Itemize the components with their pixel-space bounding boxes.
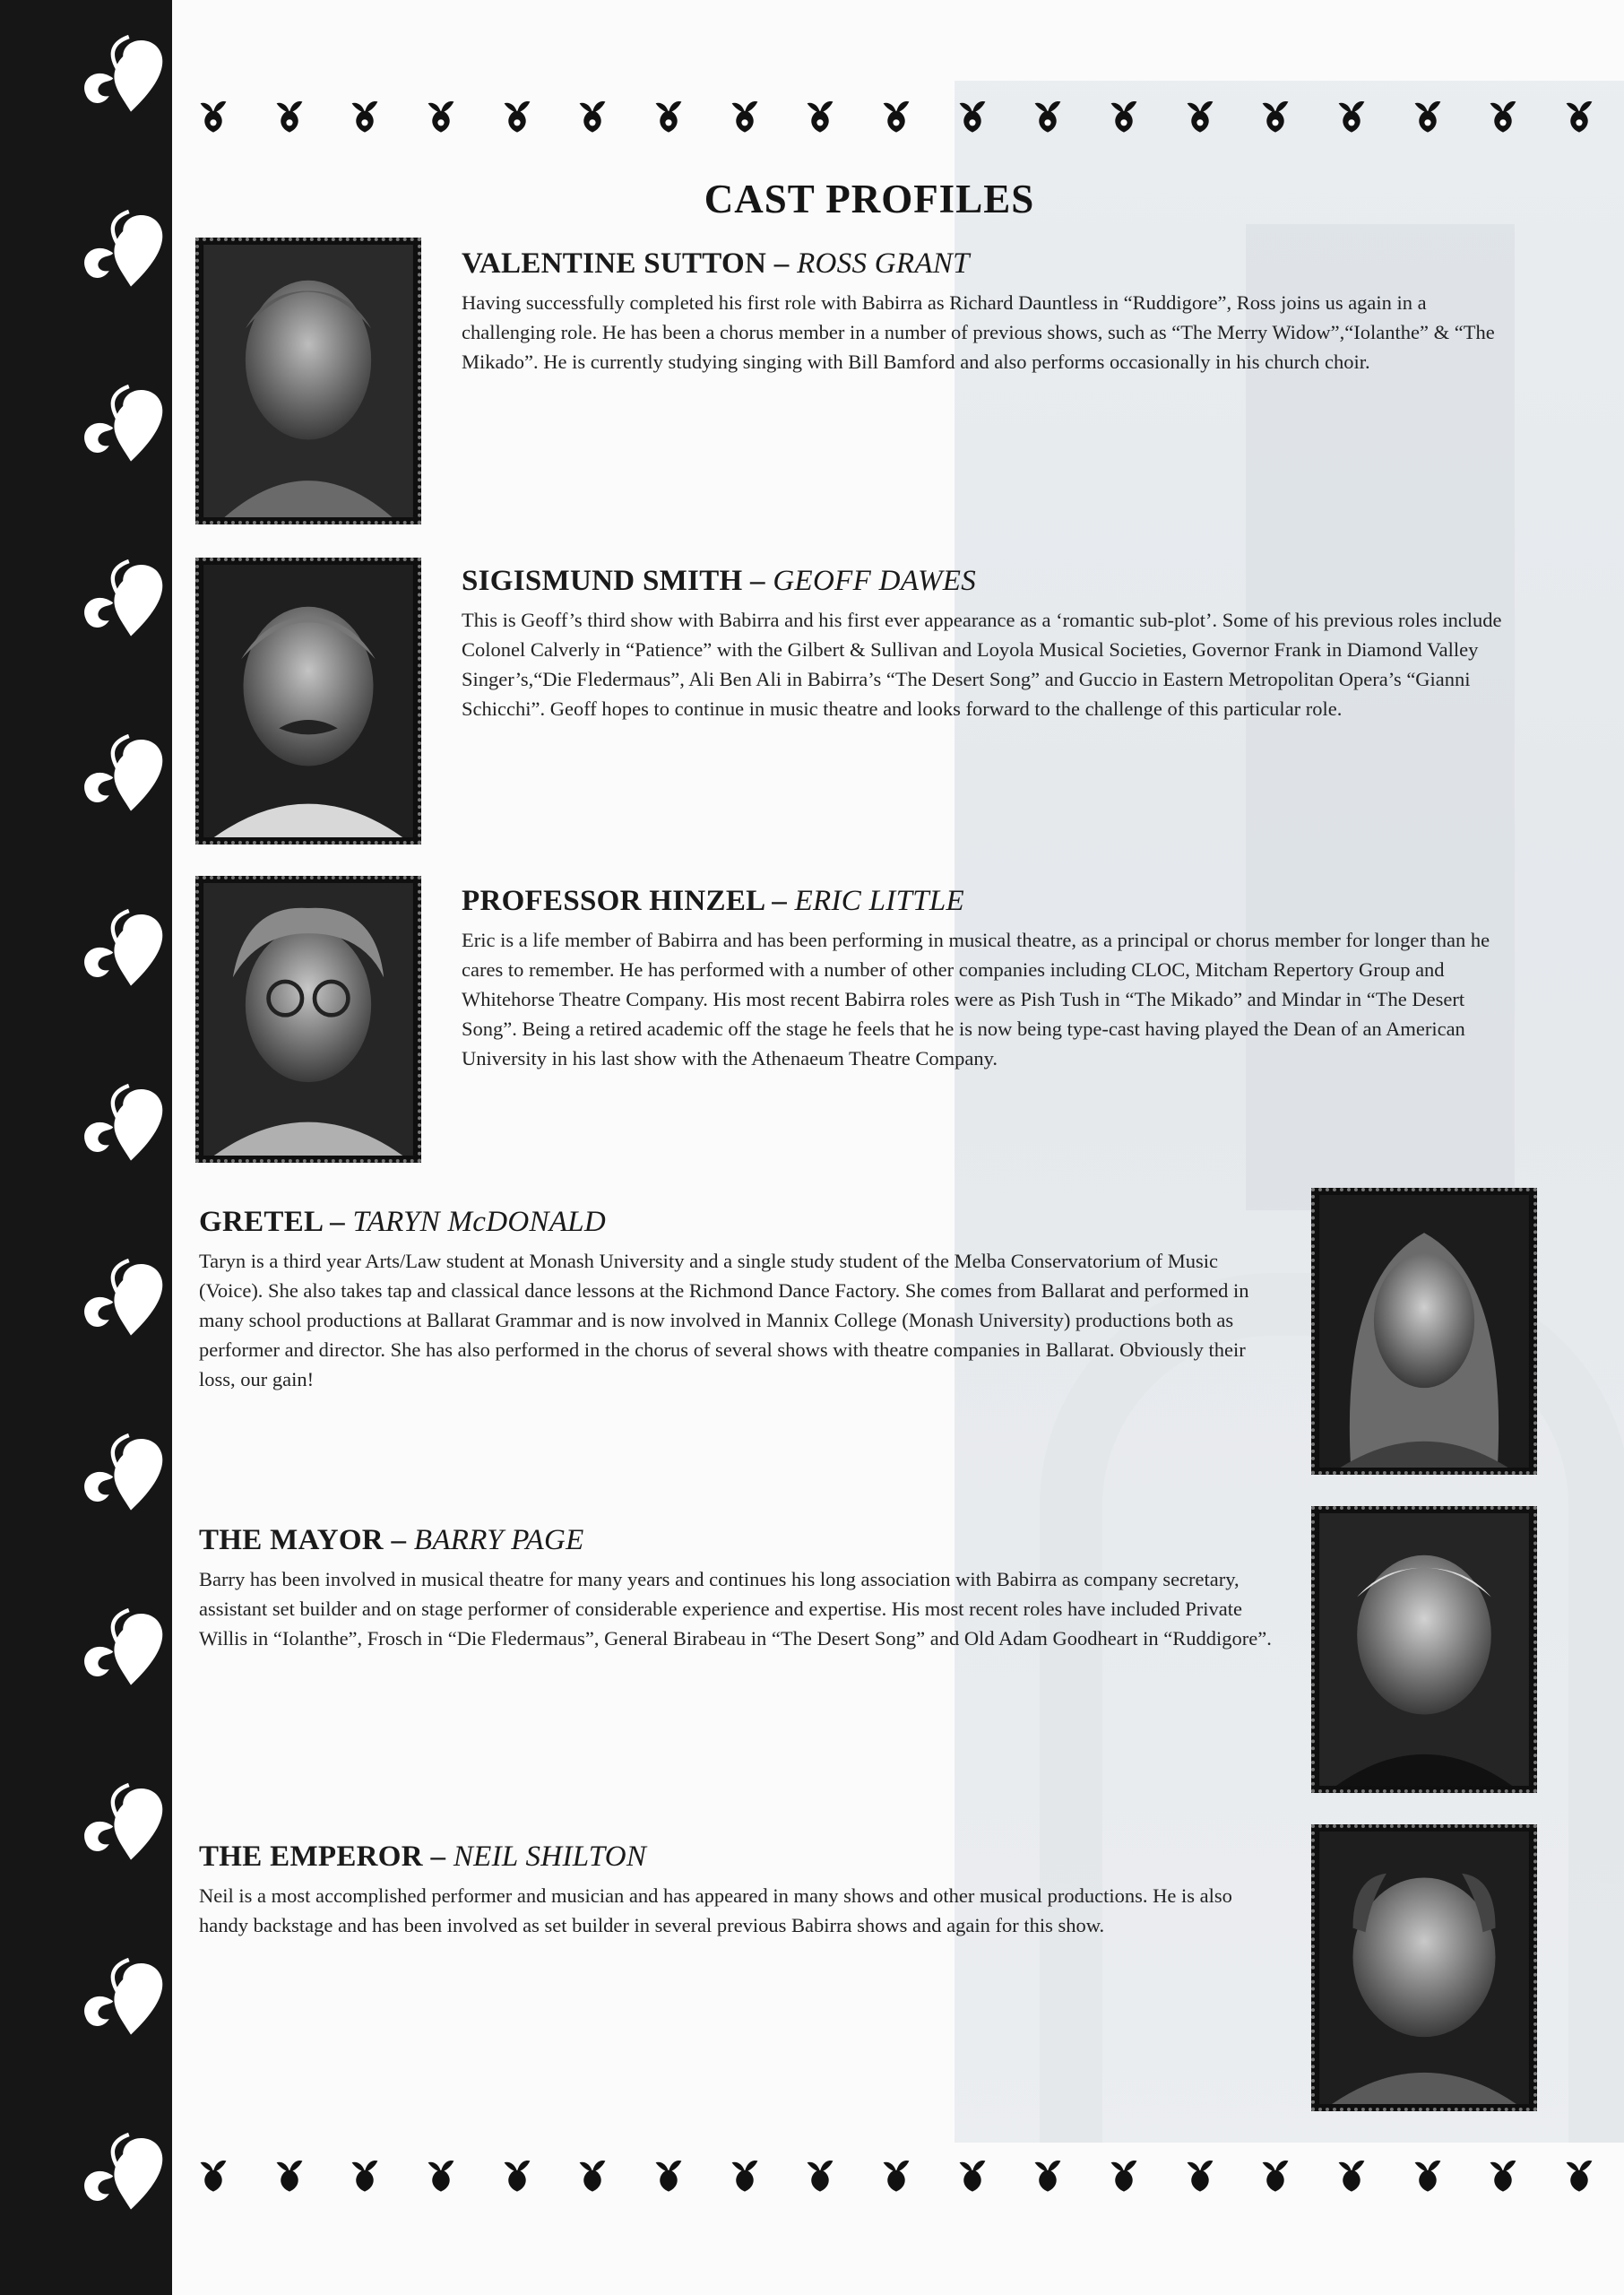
sprout-icon — [1563, 2156, 1595, 2192]
actor-name: NEIL SHILTON — [453, 1840, 647, 1873]
sprout-icon — [804, 2156, 836, 2192]
sprout-icon — [425, 97, 457, 133]
sprout-icon — [273, 97, 306, 133]
sprout-icon — [1032, 2156, 1064, 2192]
portrait-icon — [203, 565, 414, 837]
profile-bio: Having successfully completed his first role with Babirra as Richard Dauntless in “Ruddigore”, Ross joins us again in a challenging role. He has been a chorus member in a number of previous shows, such as “The Merry Widow”,“Iolanthe” & “The Mikado”. He is currently studying singing with Bill Bamford and also performs occasionally in his church choir. — [462, 291, 1495, 373]
role-name: GRETEL — [199, 1206, 323, 1238]
heading-dash: – — [773, 247, 790, 280]
portrait-professor-hinzel — [195, 876, 421, 1163]
profile-bio: Taryn is a third year Arts/Law student at Monash University and a single study student of the Melba Conservatorium of Music (Voice). She also takes tap and classical dance lessons at the Richmond Dance Factory. She comes from Ballarat and performed in many school productions at Ballarat Grammar and is now involved in Mannix College (Monash University) productions both as performer and director. She has also performed in the chorus of several shows with theatre companies in Ballarat. Obviously their loss, our gain! — [199, 1250, 1249, 1390]
profile-bio: This is Geoff’s third show with Babirra and his first ever appearance as a ‘romantic sub-plot’. Some of his previous roles include Colonel Calverly in “Patience” with the Gilbert & Sullivan and Loyola Musical Societies, Governor Frank in Diamond Valley Singer’s,“Die Fledermaus”, Ali Ben Ali in Babirra’s “The Desert Song” and Guccio in Eastern Metropolitan Opera’s “Gianni Schicchi”. Geoff hopes to continue in music theatre and looks forward to the challenge of this particular role. — [462, 609, 1502, 720]
sprout-icon — [576, 2156, 609, 2192]
sprout-icon — [1108, 97, 1140, 133]
sprout-icon — [1487, 2156, 1519, 2192]
sprout-icon — [729, 97, 761, 133]
heart-leaf-icon — [72, 1775, 170, 1874]
profile-heading — [462, 565, 1542, 598]
role-name: THE EMPEROR — [199, 1840, 423, 1873]
actor-name: TARYN McDONALD — [352, 1206, 607, 1238]
heart-leaf-icon — [72, 377, 170, 475]
profile-sigismund-smith — [462, 565, 1542, 723]
heart-leaf-icon — [72, 551, 170, 650]
heart-leaf-icon — [72, 2125, 170, 2223]
sprout-icon — [956, 2156, 989, 2192]
sprout-icon — [349, 2156, 381, 2192]
actor-name: GEOFF DAWES — [773, 565, 977, 597]
heart-leaf-icon — [72, 202, 170, 300]
sprout-icon — [1184, 2156, 1216, 2192]
bottom-motif-row — [197, 2156, 1595, 2192]
sprout-icon — [880, 2156, 912, 2192]
heart-leaf-icon — [72, 1425, 170, 1524]
portrait-valentine-sutton — [195, 238, 421, 524]
sprout-icon — [1412, 97, 1444, 133]
profile-professor-hinzel — [462, 885, 1515, 1073]
sprout-icon — [1259, 97, 1291, 133]
portrait-gretel — [1311, 1188, 1537, 1475]
portrait-icon — [1318, 1832, 1530, 2104]
sprout-icon — [1259, 2156, 1291, 2192]
sprout-icon — [273, 2156, 306, 2192]
profile-gretel — [199, 1206, 1283, 1394]
sprout-icon — [880, 97, 912, 133]
heading-dash: – — [430, 1840, 446, 1873]
role-name: SIGISMUND SMITH — [462, 565, 743, 597]
portrait-the-mayor — [1311, 1506, 1537, 1793]
sprout-icon — [652, 97, 685, 133]
profile-bio: Eric is a life member of Babirra and has been performing in musical theatre, as a principal or chorus member for longer than he cares to remember. He has performed with a number of other companies including CLOC, Mitcham Repertory Group and Whitehorse Theatre Company. His most recent Babirra roles were as Pish Tush in “The Mikado” and Mindar in “The Desert Song”. Being a retired academic off the stage he feels that he is now being type-cast having played the Dean of an American University in his last show with the Athenaeum Theatre Company. — [462, 929, 1490, 1070]
profile-valentine-sutton — [462, 247, 1510, 377]
profile-heading — [462, 885, 1515, 918]
profile-heading — [199, 1206, 1283, 1239]
portrait-icon — [203, 245, 414, 517]
sprout-icon — [1412, 2156, 1444, 2192]
sprout-icon — [956, 97, 989, 133]
sprout-icon — [576, 97, 609, 133]
profile-the-mayor — [199, 1524, 1274, 1653]
portrait-sigismund-smith — [195, 558, 421, 844]
heart-leaf-icon — [72, 27, 170, 126]
heart-leaf-icon — [72, 901, 170, 1000]
heading-dash: – — [330, 1206, 345, 1238]
sprout-icon — [652, 2156, 685, 2192]
sprout-icon — [1032, 97, 1064, 133]
profile-heading — [199, 1840, 1274, 1874]
heading-dash: – — [750, 565, 765, 597]
page-title: CAST PROFILES — [704, 177, 1035, 221]
sprout-icon — [349, 97, 381, 133]
heart-leaf-icon — [72, 1076, 170, 1174]
profile-heading — [462, 247, 1510, 281]
heart-leaf-icon — [72, 1600, 170, 1699]
profile-the-emperor — [199, 1840, 1274, 1940]
portrait-icon — [203, 883, 414, 1156]
heading-dash: – — [391, 1524, 407, 1556]
sprout-icon — [1563, 97, 1595, 133]
heart-leaf-icon — [72, 1950, 170, 2048]
sprout-icon — [501, 97, 533, 133]
sprout-icon — [197, 2156, 229, 2192]
sprout-icon — [729, 2156, 761, 2192]
portrait-icon — [1318, 1513, 1530, 1786]
sprout-icon — [1487, 97, 1519, 133]
role-name: THE MAYOR — [199, 1524, 384, 1556]
sprout-icon — [1335, 97, 1368, 133]
sprout-icon — [197, 97, 229, 133]
sprout-icon — [501, 2156, 533, 2192]
sprout-icon — [1108, 2156, 1140, 2192]
heart-leaf-icon — [72, 1251, 170, 1349]
profile-bio: Neil is a most accomplished performer and musician and has appeared in many shows and other musical productions. He is also handy backstage and has been involved as set builder in several previous Babirra shows and again for this show. — [199, 1884, 1232, 1936]
sprout-icon — [425, 2156, 457, 2192]
role-name: VALENTINE SUTTON — [462, 247, 767, 280]
left-decorative-border — [0, 0, 172, 2295]
profile-heading — [199, 1524, 1274, 1557]
actor-name: BARRY PAGE — [413, 1524, 584, 1556]
actor-name: ROSS GRANT — [797, 247, 970, 280]
portrait-the-emperor — [1311, 1824, 1537, 2111]
top-motif-row — [197, 97, 1595, 133]
portrait-icon — [1318, 1195, 1530, 1468]
actor-name: ERIC LITTLE — [794, 885, 965, 917]
sprout-icon — [1335, 2156, 1368, 2192]
heart-leaf-icon — [72, 726, 170, 825]
profile-bio: Barry has been involved in musical theatre for many years and continues his long association with Babirra as company secretary, assistant set builder and on stage performer of considerable experience and expertise. His most recent roles have included Private Willis in “Iolanthe”, Frosch in “Die Fledermaus”, General Birabeau in “The Desert Song” and Old Adam Goodheart in “Ruddigore”. — [199, 1568, 1272, 1650]
sprout-icon — [1184, 97, 1216, 133]
heading-dash: – — [772, 885, 788, 917]
role-name: PROFESSOR HINZEL — [462, 885, 764, 917]
sprout-icon — [804, 97, 836, 133]
